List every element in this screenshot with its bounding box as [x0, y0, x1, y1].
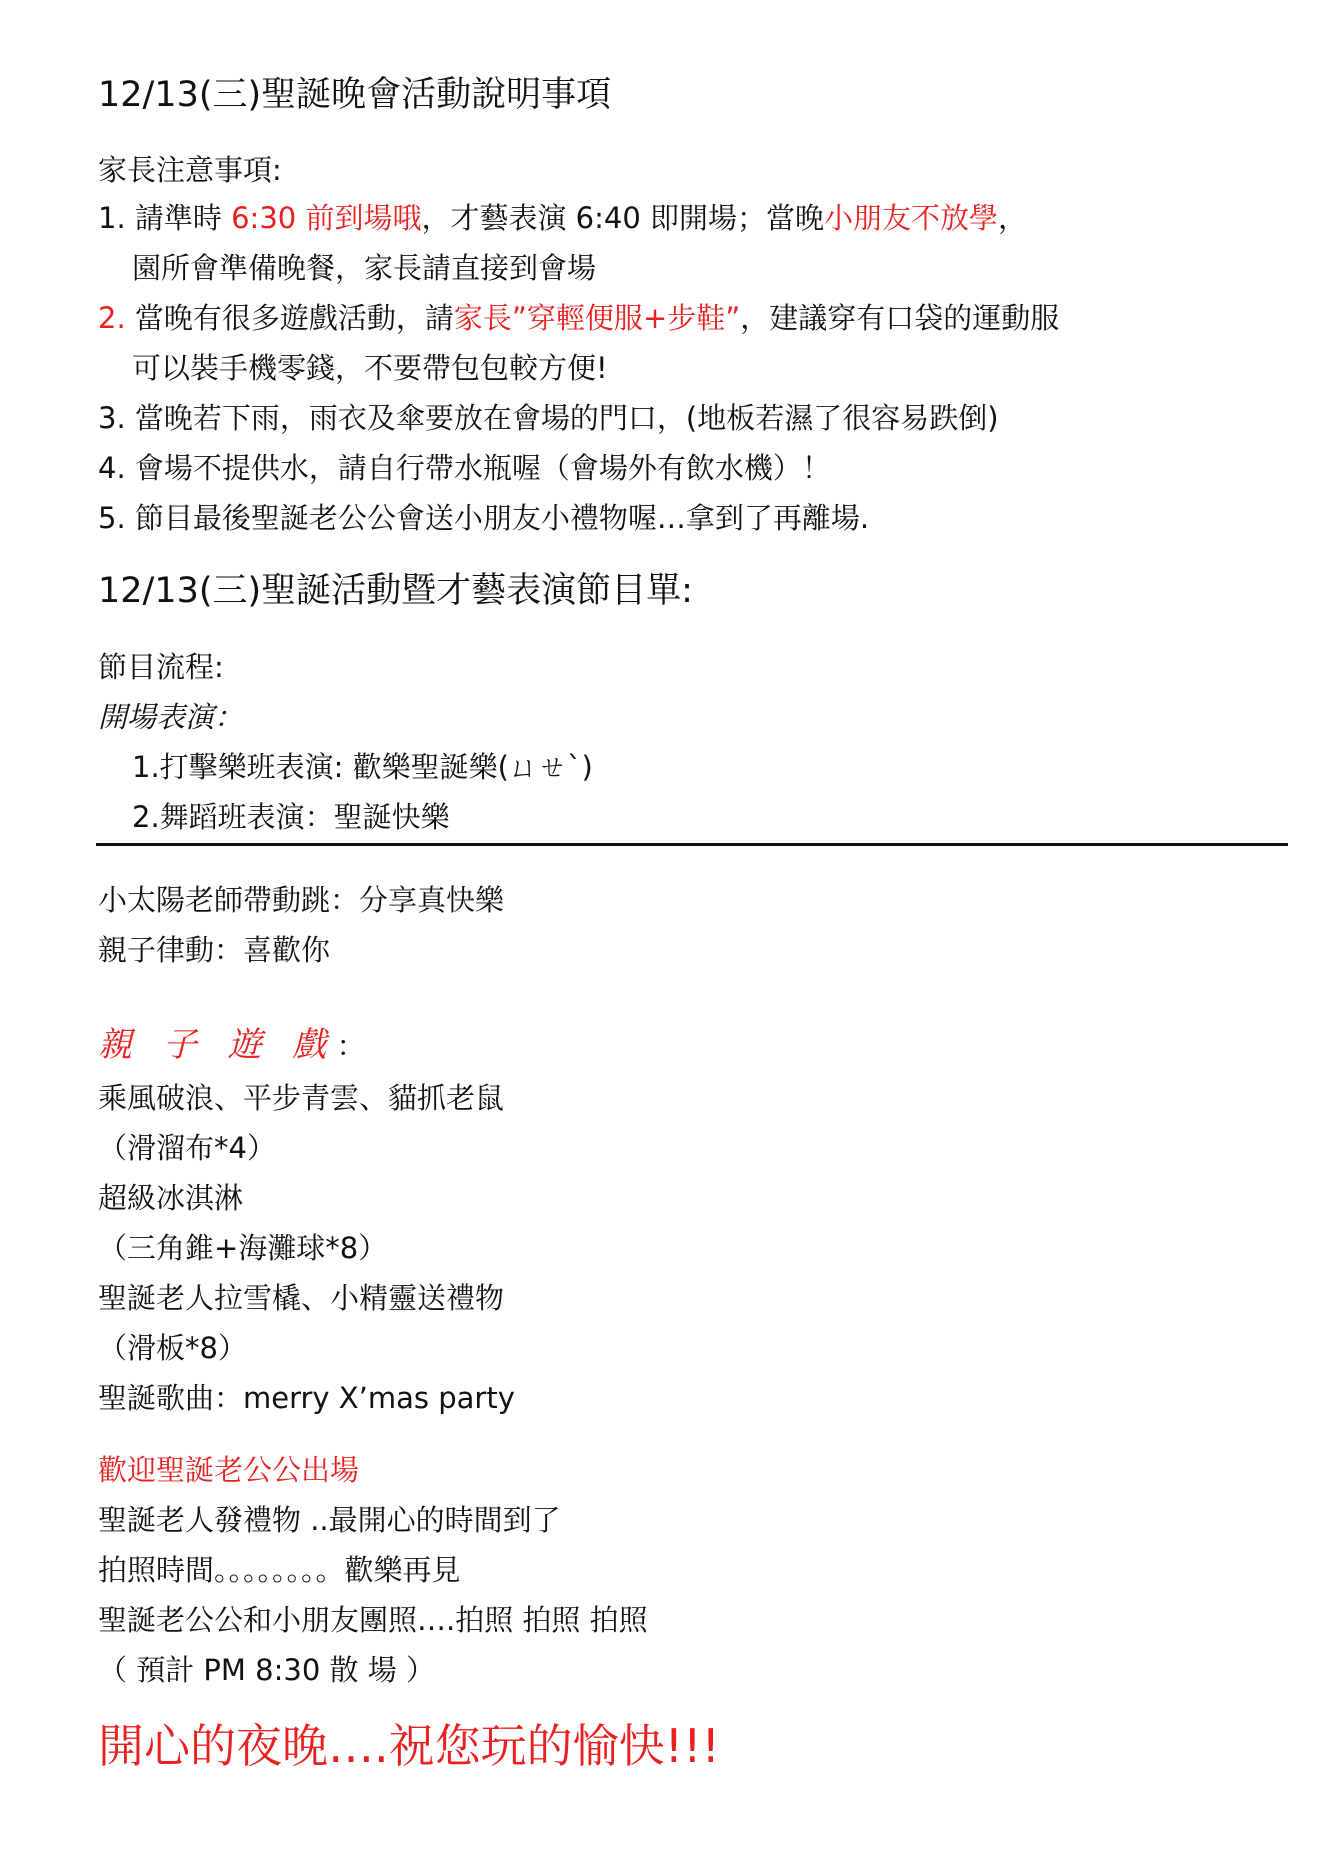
note-5: 5. 節目最後聖誕老公公會送小朋友小禮物喔…拿到了再離場.	[98, 501, 870, 535]
opening-item-1: 1.打擊樂班表演: 歡樂聖誕樂(ㄩㄝˋ)	[132, 750, 593, 784]
closing-1: 聖誕老人發禮物 ..最開心的時間到了	[98, 1503, 561, 1537]
note-2-text: 當晚有很多遊戲活動，請	[125, 301, 454, 335]
note-1	[98, 198, 1027, 238]
game-1: 乘風破浪、平步青雲、貓抓老鼠	[98, 1081, 505, 1115]
note-2	[98, 298, 1059, 338]
opening-item-2: 2.舞蹈班表演：聖誕快樂	[132, 800, 450, 834]
note-1-text: ，才藝表演 6:40 即開場；當晚	[421, 201, 825, 235]
closing-end-time: （ 預計 PM 8:30 散 場 ）	[98, 1653, 435, 1687]
games-heading-colon: ：	[336, 1029, 366, 1063]
final-wish: 開心的夜晚….祝您玩的愉快!!!	[98, 1719, 720, 1773]
program-title: 12/13(三)聖誕活動暨才藝表演節目單:	[98, 571, 693, 611]
note-4: 4. 會場不提供水，請自行帶水瓶喔（會場外有飲水機）！	[98, 451, 831, 485]
games-heading-text: 親 子 遊 戲	[98, 1025, 337, 1065]
event-title: 12/13(三)聖誕晚會活動說明事項	[98, 75, 612, 115]
game-3: 聖誕老人拉雪橇、小精靈送禮物	[98, 1281, 505, 1315]
dance-item: 小太陽老師帶動跳：分享真快樂	[98, 883, 505, 917]
christmas-song: 聖誕歌曲：merry X’mas party	[98, 1381, 515, 1415]
game-3-props: （滑板*8）	[98, 1331, 247, 1365]
note-1-line-2: 園所會準備晚餐，家長請直接到會場	[132, 251, 597, 285]
rhythm-item: 親子律動：喜歡你	[98, 933, 331, 967]
note-2-suggestion: ，建議穿有口袋的運動服	[740, 301, 1060, 335]
note-1-no-dismissal: 小朋友不放學	[824, 201, 999, 235]
game-2: 超級冰淇淋	[98, 1181, 244, 1215]
program-heading: 節目流程:	[98, 650, 224, 684]
opening-heading: 開場表演：	[98, 700, 244, 734]
note-2-number: 2.	[98, 301, 126, 335]
note-2-line-2: 可以裝手機零錢，不要帶包包較方便!	[132, 351, 608, 385]
note-3: 3. 當晚若下雨，雨衣及傘要放在會場的門口，(地板若濕了很容易跌倒)	[98, 401, 999, 435]
parents-notes-heading: 家長注意事項:	[98, 153, 282, 187]
closing-3: 聖誕老公公和小朋友團照….拍照 拍照 拍照	[98, 1603, 648, 1637]
note-1-comma: ，	[998, 201, 1028, 235]
game-2-props: （三角錐+海灘球*8）	[98, 1231, 388, 1265]
welcome-santa: 歡迎聖誕老公公出場	[98, 1453, 360, 1487]
closing-2: 拍照時間。。。。。。。。歡樂再見	[98, 1553, 461, 1587]
games-heading	[98, 1025, 365, 1066]
note-1-number: 1. 請準時	[98, 201, 232, 235]
horizontal-divider	[96, 843, 1288, 846]
game-1-props: （滑溜布*4）	[98, 1131, 276, 1165]
note-2-dress-code: 家長”穿輕便服+步鞋”	[453, 301, 741, 335]
note-1-arrival-time: 6:30 前到場哦	[231, 201, 422, 235]
